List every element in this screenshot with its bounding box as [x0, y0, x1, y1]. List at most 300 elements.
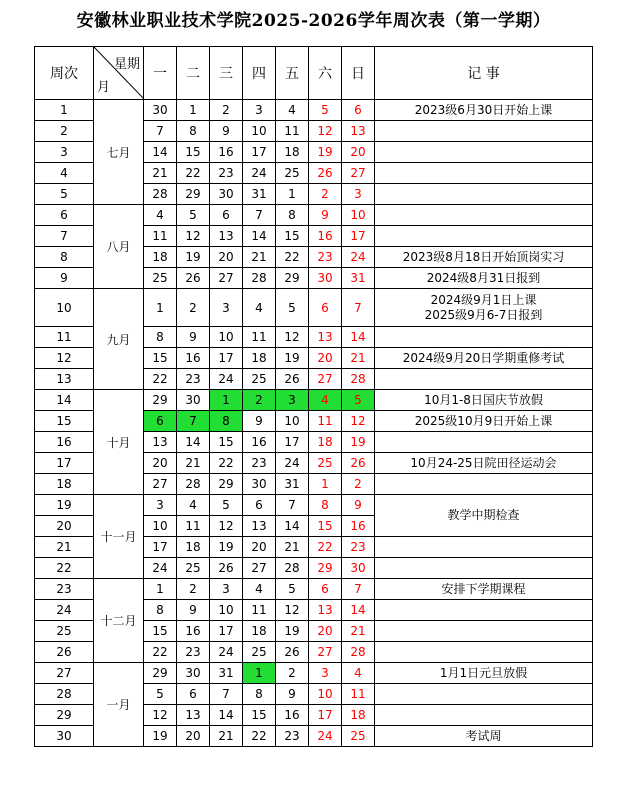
day-cell: 3 [243, 100, 276, 121]
day-cell: 14 [144, 142, 177, 163]
day-cell: 27 [342, 163, 375, 184]
note-cell: 2023级8月18日开始顶岗实习 [375, 247, 593, 268]
day-cell: 21 [342, 348, 375, 369]
week-number: 15 [35, 411, 94, 432]
day-cell: 15 [210, 432, 243, 453]
note-cell [375, 142, 593, 163]
week-row [35, 100, 593, 121]
day-cell: 30 [210, 184, 243, 205]
note-cell [375, 537, 593, 558]
day-cell: 8 [276, 205, 309, 226]
note-cell: 安排下学期课程 [375, 579, 593, 600]
month-label: 十二月 [94, 579, 144, 663]
day-header: 一 [144, 47, 177, 100]
day-cell: 23 [210, 163, 243, 184]
day-cell: 25 [309, 453, 342, 474]
day-cell: 18 [276, 142, 309, 163]
note-cell: 2023级6月30日开始上课 [375, 100, 593, 121]
note-cell [375, 226, 593, 247]
day-cell: 4 [144, 205, 177, 226]
day-cell: 6 [177, 684, 210, 705]
day-cell: 5 [309, 100, 342, 121]
day-cell: 12 [276, 327, 309, 348]
day-cell: 21 [177, 453, 210, 474]
day-cell: 14 [276, 516, 309, 537]
week-number: 16 [35, 432, 94, 453]
day-cell: 4 [276, 100, 309, 121]
day-cell: 16 [177, 621, 210, 642]
day-cell: 24 [243, 163, 276, 184]
day-cell: 15 [144, 348, 177, 369]
day-cell: 29 [210, 474, 243, 495]
week-number: 17 [35, 453, 94, 474]
day-cell: 15 [309, 516, 342, 537]
day-cell: 11 [309, 411, 342, 432]
note-cell [375, 184, 593, 205]
note-cell [375, 705, 593, 726]
day-cell: 9 [177, 327, 210, 348]
note-cell [375, 474, 593, 495]
day-cell: 2 [309, 184, 342, 205]
day-cell: 20 [309, 621, 342, 642]
day-cell: 5 [177, 205, 210, 226]
week-row [35, 579, 593, 600]
day-cell: 30 [144, 100, 177, 121]
note-cell [375, 558, 593, 579]
week-calendar-table [34, 46, 593, 747]
day-cell: 16 [309, 226, 342, 247]
day-cell: 14 [243, 226, 276, 247]
day-cell: 24 [276, 453, 309, 474]
note-line: 2025级9月6-7日报到 [424, 307, 543, 322]
day-cell: 5 [276, 579, 309, 600]
day-cell: 8 [309, 495, 342, 516]
note-cell: 2024级8月31日报到 [375, 268, 593, 289]
day-cell: 10 [276, 411, 309, 432]
week-number: 19 [35, 495, 94, 516]
day-cell: 25 [243, 369, 276, 390]
day-cell: 3 [309, 663, 342, 684]
day-cell: 13 [309, 600, 342, 621]
day-cell: 31 [210, 663, 243, 684]
day-cell: 8 [177, 121, 210, 142]
day-cell: 19 [144, 726, 177, 747]
day-cell: 1 [144, 289, 177, 327]
note-cell: 教学中期检查 [375, 495, 593, 537]
day-cell: 21 [144, 163, 177, 184]
day-cell: 16 [276, 705, 309, 726]
day-cell: 1 [177, 100, 210, 121]
day-cell: 6 [309, 289, 342, 327]
month-label: 八月 [94, 205, 144, 289]
day-cell: 13 [177, 705, 210, 726]
day-cell: 6 [309, 579, 342, 600]
day-cell: 27 [309, 642, 342, 663]
day-cell: 26 [342, 453, 375, 474]
day-cell: 14 [177, 432, 210, 453]
day-cell: 1 [243, 663, 276, 684]
day-cell: 23 [177, 642, 210, 663]
day-cell: 18 [243, 348, 276, 369]
note-cell: 考试周 [375, 726, 593, 747]
day-cell: 1 [210, 390, 243, 411]
day-cell: 3 [342, 184, 375, 205]
day-cell: 20 [309, 348, 342, 369]
week-number: 18 [35, 474, 94, 495]
month-label: 七月 [94, 100, 144, 205]
day-cell: 30 [342, 558, 375, 579]
day-cell: 14 [342, 600, 375, 621]
day-cell: 27 [243, 558, 276, 579]
day-cell: 23 [177, 369, 210, 390]
day-cell: 11 [276, 121, 309, 142]
day-cell: 30 [177, 390, 210, 411]
day-cell: 18 [309, 432, 342, 453]
day-cell: 7 [243, 205, 276, 226]
day-header: 三 [210, 47, 243, 100]
month-label: 十一月 [94, 495, 144, 579]
day-cell: 17 [210, 621, 243, 642]
note-cell [375, 642, 593, 663]
week-number: 25 [35, 621, 94, 642]
day-cell: 8 [210, 411, 243, 432]
day-cell: 2 [276, 663, 309, 684]
day-cell: 21 [276, 537, 309, 558]
day-cell: 6 [144, 411, 177, 432]
day-cell: 31 [276, 474, 309, 495]
day-cell: 4 [342, 663, 375, 684]
day-cell: 22 [243, 726, 276, 747]
note-cell [375, 600, 593, 621]
day-cell: 19 [276, 621, 309, 642]
day-cell: 13 [342, 121, 375, 142]
day-cell: 24 [342, 247, 375, 268]
day-cell: 19 [276, 348, 309, 369]
day-cell: 2 [177, 579, 210, 600]
day-cell: 16 [177, 348, 210, 369]
day-cell: 1 [309, 474, 342, 495]
week-number: 13 [35, 369, 94, 390]
day-cell: 20 [342, 142, 375, 163]
week-number: 14 [35, 390, 94, 411]
day-cell: 7 [177, 411, 210, 432]
note-cell: 10月1-8日国庆节放假 [375, 390, 593, 411]
day-cell: 26 [276, 369, 309, 390]
day-cell: 8 [144, 600, 177, 621]
week-number: 11 [35, 327, 94, 348]
day-cell: 16 [210, 142, 243, 163]
week-number: 1 [35, 100, 94, 121]
day-cell: 10 [144, 516, 177, 537]
day-cell: 6 [243, 495, 276, 516]
week-row [35, 289, 593, 327]
week-number: 12 [35, 348, 94, 369]
week-number: 7 [35, 226, 94, 247]
day-cell: 29 [144, 390, 177, 411]
day-cell: 20 [210, 247, 243, 268]
week-number: 20 [35, 516, 94, 537]
day-cell: 2 [210, 100, 243, 121]
corner-weekday-label: 星期 [113, 57, 140, 72]
day-cell: 11 [243, 600, 276, 621]
day-cell: 12 [309, 121, 342, 142]
note-cell: 10月24-25日院田径运动会 [375, 453, 593, 474]
day-cell: 29 [144, 663, 177, 684]
calendar-body [35, 100, 593, 747]
day-cell: 19 [342, 432, 375, 453]
day-cell: 25 [177, 558, 210, 579]
day-cell: 29 [309, 558, 342, 579]
day-cell: 30 [243, 474, 276, 495]
day-cell: 28 [144, 184, 177, 205]
week-number: 27 [35, 663, 94, 684]
day-cell: 22 [210, 453, 243, 474]
week-number: 23 [35, 579, 94, 600]
day-cell: 2 [177, 289, 210, 327]
notes-header: 记 事 [375, 47, 593, 100]
day-cell: 10 [210, 327, 243, 348]
day-cell: 16 [342, 516, 375, 537]
day-cell: 1 [144, 579, 177, 600]
day-cell: 7 [210, 684, 243, 705]
day-cell: 28 [243, 268, 276, 289]
header-row [35, 47, 593, 100]
day-cell: 29 [276, 268, 309, 289]
day-cell: 9 [177, 600, 210, 621]
day-cell: 10 [309, 684, 342, 705]
week-number: 24 [35, 600, 94, 621]
note-line: 2024级9月1日上课 [430, 292, 537, 307]
day-cell: 18 [243, 621, 276, 642]
day-cell: 8 [243, 684, 276, 705]
day-cell: 1 [276, 184, 309, 205]
week-row [35, 495, 593, 516]
day-cell: 28 [342, 642, 375, 663]
day-header: 日 [342, 47, 375, 100]
day-cell: 23 [309, 247, 342, 268]
day-cell: 5 [342, 390, 375, 411]
day-cell: 22 [309, 537, 342, 558]
week-number: 26 [35, 642, 94, 663]
page-title: 安徽林业职业技术学院2025-2026学年周次表（第一学期） [76, 11, 551, 31]
day-cell: 30 [177, 663, 210, 684]
day-cell: 2 [243, 390, 276, 411]
day-cell: 23 [243, 453, 276, 474]
note-cell [375, 289, 593, 327]
day-cell: 4 [243, 579, 276, 600]
day-cell: 19 [177, 247, 210, 268]
day-cell: 10 [342, 205, 375, 226]
week-number: 29 [35, 705, 94, 726]
day-cell: 16 [243, 432, 276, 453]
day-cell: 18 [342, 705, 375, 726]
week-number: 8 [35, 247, 94, 268]
day-cell: 19 [210, 537, 243, 558]
day-cell: 13 [210, 226, 243, 247]
day-cell: 24 [309, 726, 342, 747]
day-cell: 14 [342, 327, 375, 348]
day-cell: 9 [309, 205, 342, 226]
day-cell: 20 [177, 726, 210, 747]
month-label: 十月 [94, 390, 144, 495]
day-cell: 13 [309, 327, 342, 348]
day-cell: 12 [177, 226, 210, 247]
month-label: 九月 [94, 289, 144, 390]
day-cell: 23 [276, 726, 309, 747]
day-cell: 4 [309, 390, 342, 411]
day-cell: 4 [243, 289, 276, 327]
day-cell: 3 [210, 579, 243, 600]
day-cell: 19 [309, 142, 342, 163]
day-cell: 17 [144, 537, 177, 558]
note-cell [375, 621, 593, 642]
day-cell: 31 [342, 268, 375, 289]
day-cell: 3 [210, 289, 243, 327]
day-cell: 10 [210, 600, 243, 621]
note-cell: 2025级10月9日开始上课 [375, 411, 593, 432]
day-cell: 3 [144, 495, 177, 516]
day-header: 五 [276, 47, 309, 100]
day-cell: 25 [276, 163, 309, 184]
day-cell: 6 [210, 205, 243, 226]
day-cell: 17 [342, 226, 375, 247]
week-number: 6 [35, 205, 94, 226]
day-cell: 7 [342, 289, 375, 327]
week-number: 5 [35, 184, 94, 205]
day-cell: 18 [177, 537, 210, 558]
day-cell: 21 [210, 726, 243, 747]
week-number: 30 [35, 726, 94, 747]
day-cell: 15 [177, 142, 210, 163]
day-cell: 28 [177, 474, 210, 495]
note-cell [375, 121, 593, 142]
week-row [35, 205, 593, 226]
corner-month-label: 月 [97, 80, 111, 95]
day-cell: 28 [342, 369, 375, 390]
day-cell: 6 [342, 100, 375, 121]
note-cell [375, 205, 593, 226]
day-cell: 9 [210, 121, 243, 142]
note-cell [375, 432, 593, 453]
day-cell: 27 [144, 474, 177, 495]
month-label: 一月 [94, 663, 144, 747]
week-header: 周次 [35, 47, 94, 100]
day-cell: 24 [210, 642, 243, 663]
day-cell: 25 [342, 726, 375, 747]
day-cell: 23 [342, 537, 375, 558]
note-cell [375, 327, 593, 348]
day-cell: 26 [309, 163, 342, 184]
week-number: 9 [35, 268, 94, 289]
day-cell: 11 [342, 684, 375, 705]
day-cell: 31 [243, 184, 276, 205]
day-cell: 5 [276, 289, 309, 327]
day-cell: 26 [276, 642, 309, 663]
week-number: 4 [35, 163, 94, 184]
day-cell: 12 [276, 600, 309, 621]
day-cell: 9 [342, 495, 375, 516]
week-number: 10 [35, 289, 94, 327]
day-cell: 13 [144, 432, 177, 453]
day-cell: 24 [144, 558, 177, 579]
day-cell: 11 [144, 226, 177, 247]
day-cell: 15 [276, 226, 309, 247]
note-cell: 1月1日元旦放假 [375, 663, 593, 684]
week-number: 28 [35, 684, 94, 705]
day-cell: 7 [144, 121, 177, 142]
day-cell: 21 [243, 247, 276, 268]
note-cell: 2024级9月20日学期重修考试 [375, 348, 593, 369]
day-cell: 5 [144, 684, 177, 705]
week-number: 21 [35, 537, 94, 558]
week-number: 2 [35, 121, 94, 142]
day-cell: 12 [210, 516, 243, 537]
day-cell: 18 [144, 247, 177, 268]
day-cell: 12 [144, 705, 177, 726]
day-cell: 21 [342, 621, 375, 642]
week-row [35, 390, 593, 411]
day-cell: 17 [243, 142, 276, 163]
note-cell [375, 369, 593, 390]
day-cell: 2 [342, 474, 375, 495]
day-cell: 11 [177, 516, 210, 537]
day-cell: 7 [342, 579, 375, 600]
day-cell: 14 [210, 705, 243, 726]
day-cell: 20 [144, 453, 177, 474]
day-cell: 8 [144, 327, 177, 348]
note-cell [375, 684, 593, 705]
week-row [35, 663, 593, 684]
day-cell: 5 [210, 495, 243, 516]
week-number: 3 [35, 142, 94, 163]
day-cell: 4 [177, 495, 210, 516]
day-cell: 10 [243, 121, 276, 142]
day-cell: 22 [144, 369, 177, 390]
day-cell: 27 [210, 268, 243, 289]
day-cell: 25 [144, 268, 177, 289]
day-cell: 28 [276, 558, 309, 579]
week-number: 22 [35, 558, 94, 579]
day-cell: 26 [177, 268, 210, 289]
day-cell: 22 [177, 163, 210, 184]
day-cell: 20 [243, 537, 276, 558]
day-header: 二 [177, 47, 210, 100]
day-cell: 17 [210, 348, 243, 369]
day-cell: 26 [210, 558, 243, 579]
day-cell: 11 [243, 327, 276, 348]
day-cell: 15 [144, 621, 177, 642]
day-cell: 30 [309, 268, 342, 289]
day-header: 六 [309, 47, 342, 100]
day-cell: 12 [342, 411, 375, 432]
day-cell: 29 [177, 184, 210, 205]
day-cell: 17 [276, 432, 309, 453]
note-cell [375, 163, 593, 184]
day-cell: 25 [243, 642, 276, 663]
day-cell: 22 [144, 642, 177, 663]
day-cell: 24 [210, 369, 243, 390]
day-cell: 9 [243, 411, 276, 432]
day-cell: 27 [309, 369, 342, 390]
day-cell: 9 [276, 684, 309, 705]
day-cell: 17 [309, 705, 342, 726]
day-cell: 7 [276, 495, 309, 516]
day-cell: 3 [276, 390, 309, 411]
day-header: 四 [243, 47, 276, 100]
day-cell: 15 [243, 705, 276, 726]
day-cell: 13 [243, 516, 276, 537]
month-weekday-corner [94, 47, 144, 100]
